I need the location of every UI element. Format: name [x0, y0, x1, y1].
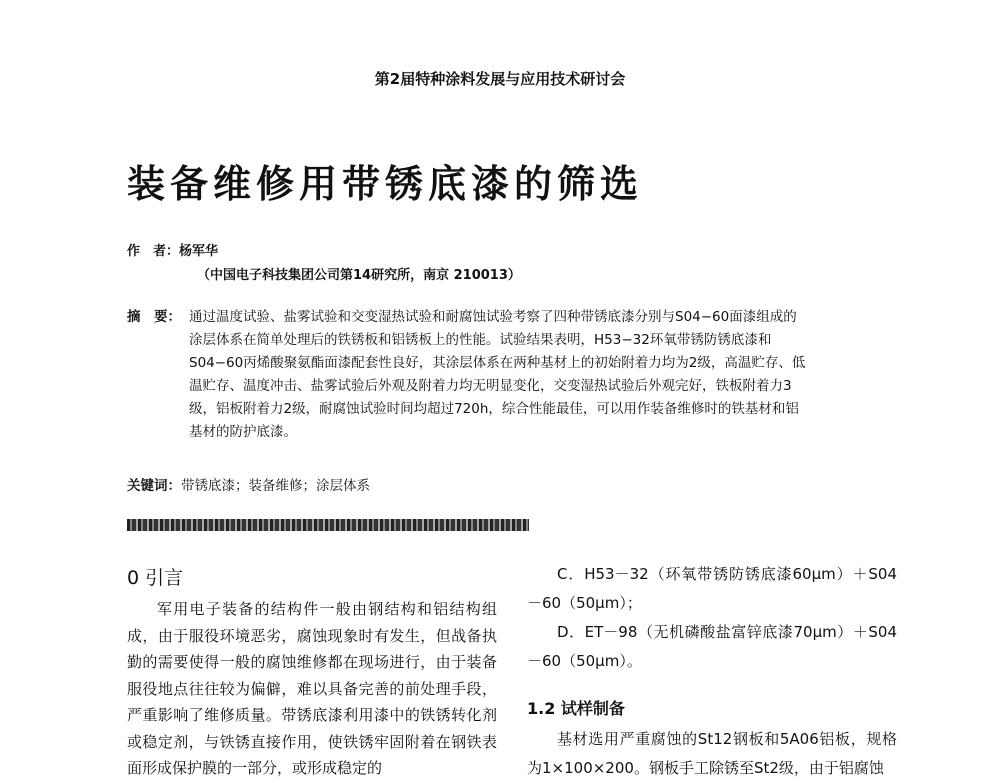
- abstract-label: 摘 要：: [127, 309, 181, 325]
- section-heading-introduction: 0 引言: [127, 567, 184, 589]
- paper-title: 装备维修用带锈底漆的筛选: [127, 161, 644, 206]
- abstract: [127, 306, 807, 444]
- conference-header: 第2届特种涂料发展与应用技术研讨会: [374, 70, 626, 88]
- author-affiliation: （中国电子科技集团公司第14研究所，南京 210013）: [197, 268, 521, 283]
- keywords: [127, 474, 370, 494]
- sample-prep-paragraph: 基材选用严重腐蚀的St12钢板和5A06铝板，规格为1×100×200。钢板手工除锈至St2级，由于铝腐蚀: [527, 730, 897, 777]
- introduction-paragraph: 军用电子装备的结构件一般由钢结构和铝结构组成，由于服役环境恶劣，腐蚀现象时有发生，但战备执勤的需要使得一般的腐蚀维修都在现场进行，由于装备服役地点往往较为偏僻，难以具备完善的前处理手段，严重影响了维修质量。带锈底漆利用漆中的铁锈转化剂或稳定剂，与铁锈直接作用，使铁锈牢固附着在钢铁表面形成保护膜的一部分，或形成稳定的: [127, 600, 497, 777]
- coating-system-d: D．ET－98（无机磷酸盐富锌底漆70μm）＋S04－60（50μm）。: [527, 623, 897, 670]
- abstract-text: 通过温度试验、盐雾试验和交变湿热试验和耐腐蚀试验考察了四种带锈底漆分别与S04−60面漆组成的涂层体系在简单处理后的铁锈板和铝锈板上的性能。试验结果表明，H53−32环氧带锈防锈底漆和S04−60丙烯酸聚氨酯面漆配套性良好，其涂层体系在两种基材上的初始附着力均为2级，高温贮存、低温贮存、温度冲击、盐雾试验后外观及附着力均无明显变化，交变湿热试验后外观完好，铁板附着力3级，铝板附着力2级，耐腐蚀试验时间均超过720h，综合性能最佳，可以用作装备维修时的铁基材和铝基材的防护底漆。: [189, 309, 806, 440]
- right-column: [527, 560, 897, 783]
- keywords-text: 带锈底漆；装备维修；涂层体系: [181, 478, 370, 494]
- section-divider: [127, 519, 529, 531]
- author-label: 作 者：: [127, 244, 180, 259]
- keywords-label: 关键词：: [127, 478, 181, 494]
- author-line: [127, 240, 218, 259]
- left-column: [127, 563, 497, 782]
- author-name: 杨军华: [179, 244, 219, 259]
- section-heading-sample-prep: 1.2 试样制备: [527, 699, 625, 718]
- coating-system-c: C．H53－32（环氧带锈防锈底漆60μm）＋S04－60（50μm）；: [527, 565, 897, 612]
